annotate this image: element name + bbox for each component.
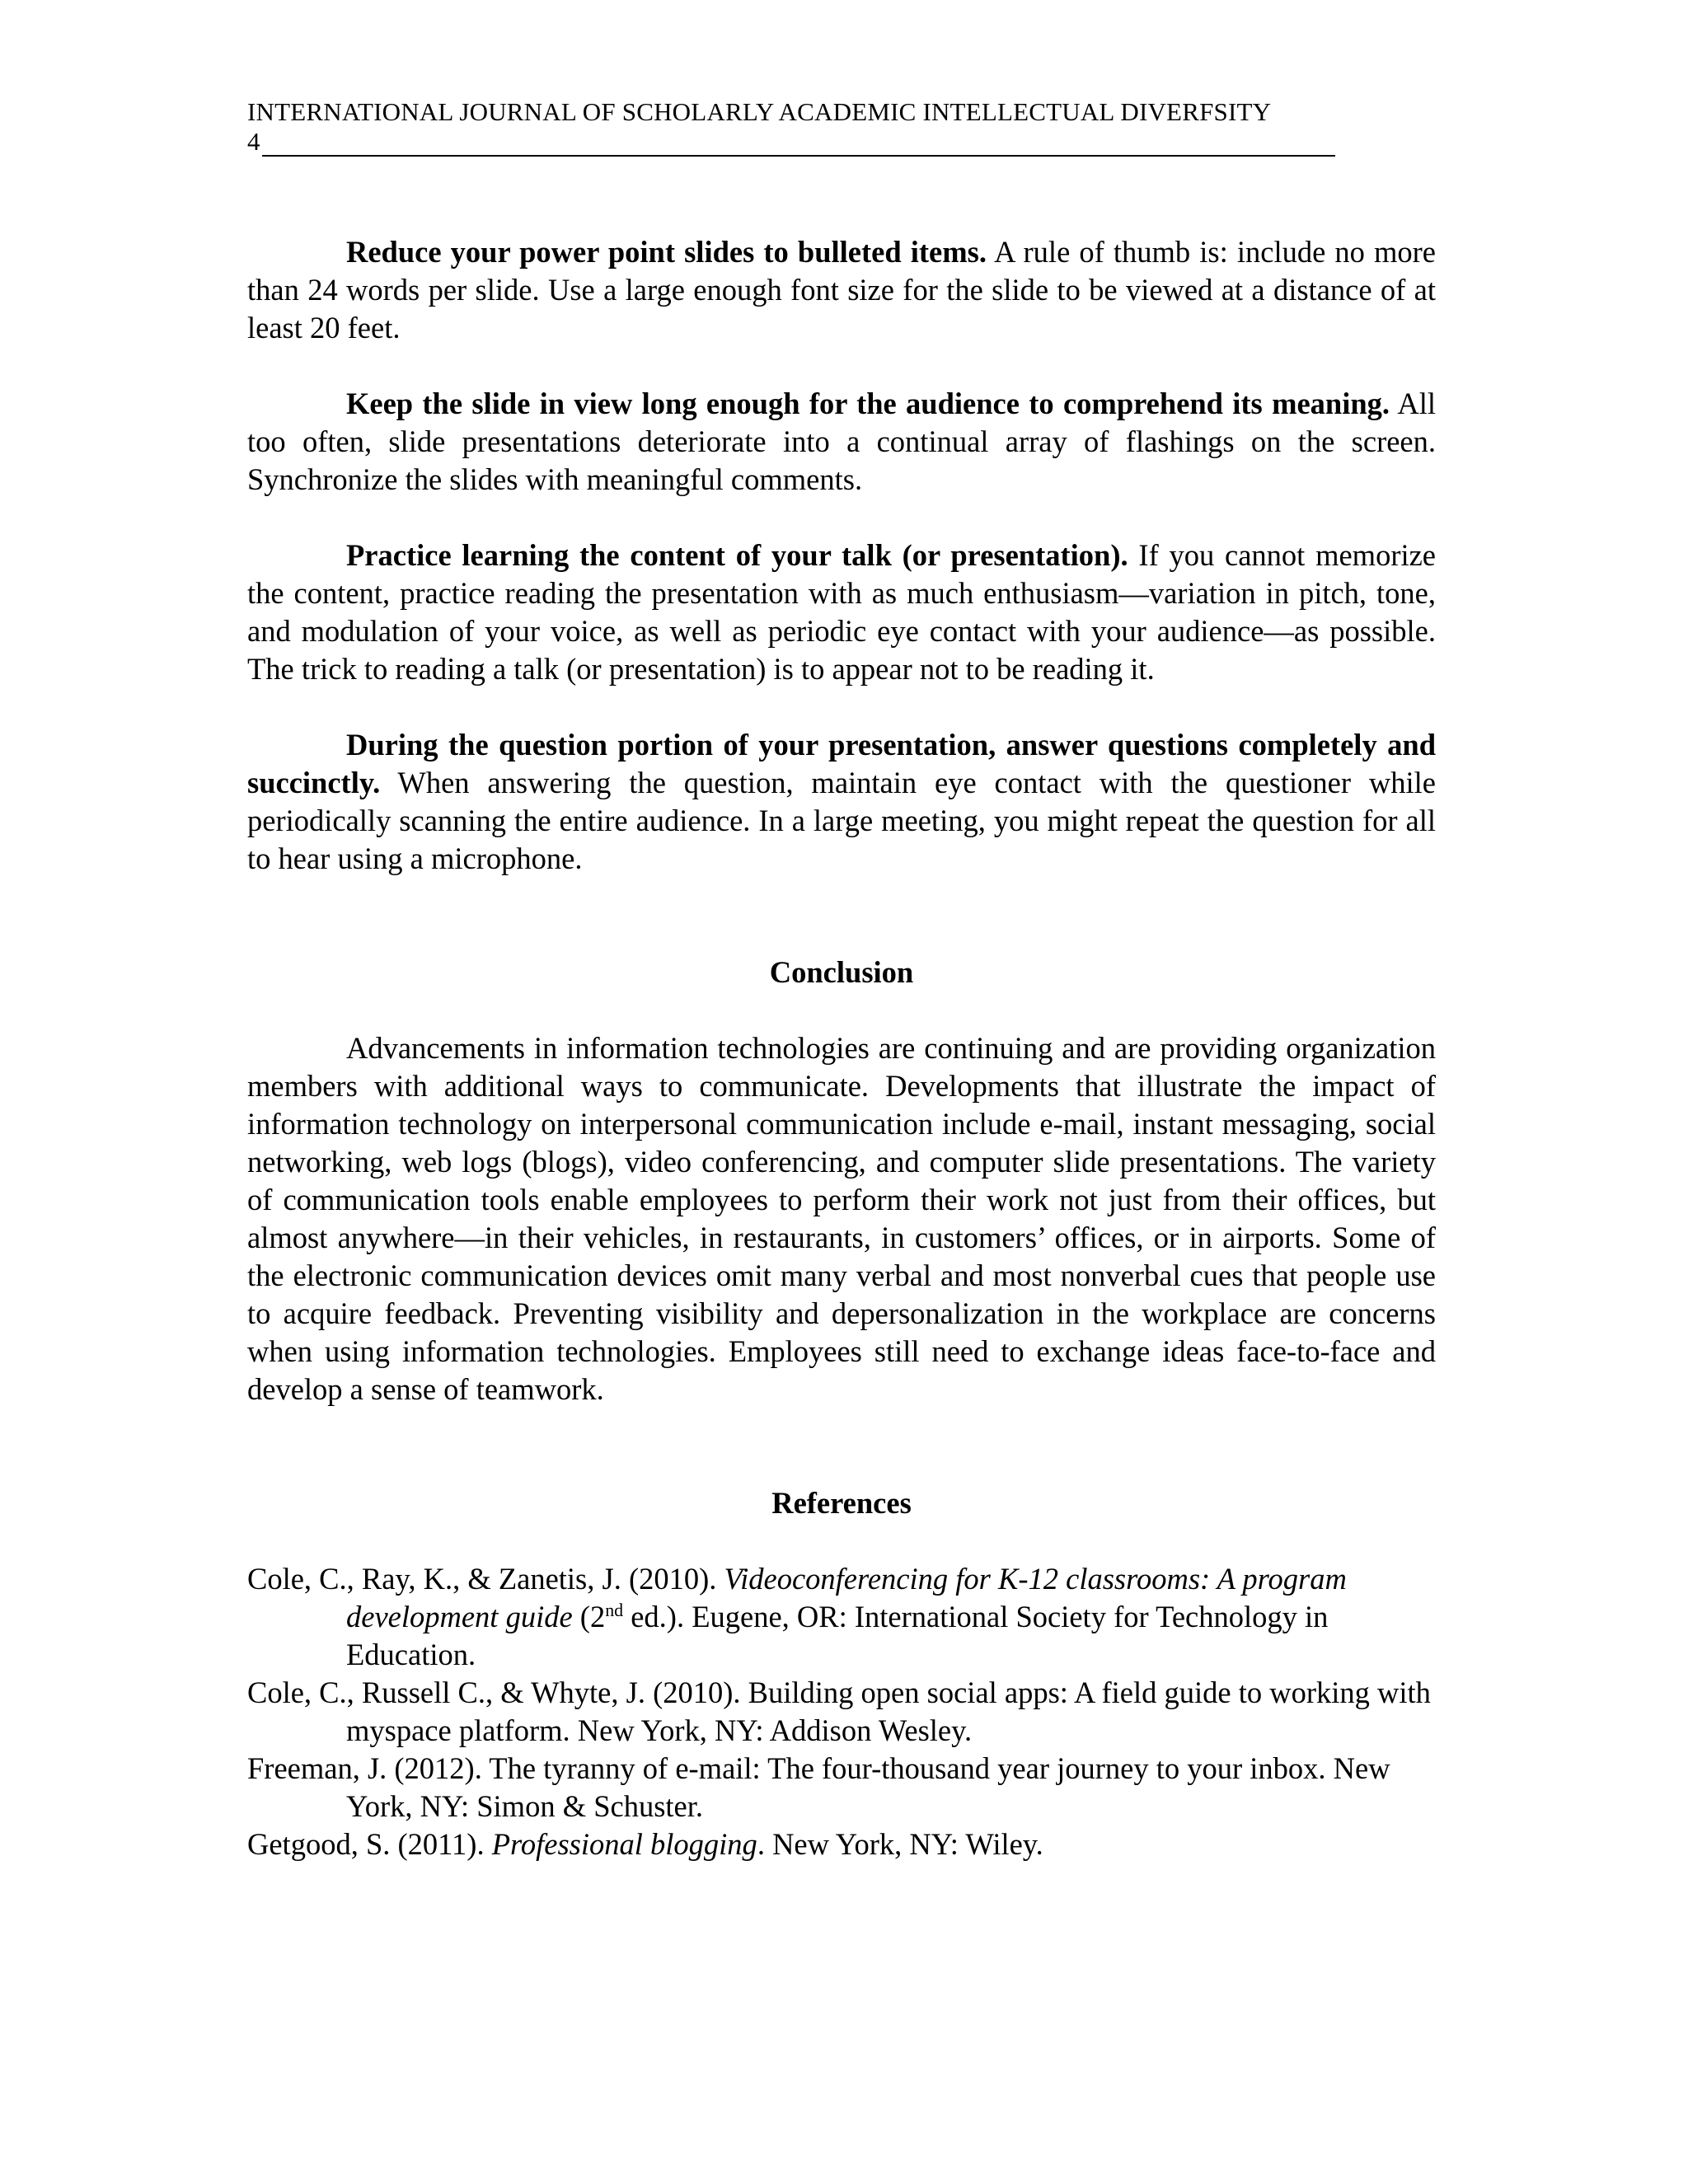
reference-item: Freeman, J. (2012). The tyranny of e-mail: The four-thousand year journey to your inbox. New York, NY: Simon & Schuster. xyxy=(247,1751,1390,1823)
running-header xyxy=(247,97,1484,157)
reference-item: Cole, C., Ray, K., & Zanetis, J. (2010). Videoconferencing for K-12 classrooms: A program development guide (2nd ed.). Eugene, OR: International Society for Technology in Education. xyxy=(247,1562,1347,1671)
body-text xyxy=(247,233,1436,1863)
paragraph-text: A rule of thumb is: include no more than 24 words per slide. Use a large enough font size for the slide to be viewed at a distance of at least 20 feet. xyxy=(247,235,1436,344)
paragraph-slide-view xyxy=(247,385,1436,499)
paragraph-lead: Keep the slide in view long enough for the audience to comprehend its meaning. xyxy=(346,387,1390,420)
paragraph-lead: Reduce your power point slides to bulleted items. xyxy=(346,235,987,269)
paragraph-text: All too often, slide presentations deteriorate into a continual array of flashings on the screen. Synchronize the slides with meaningful comments. xyxy=(247,387,1436,496)
reference-title: Professional blogging xyxy=(491,1827,757,1861)
reference-item: Getgood, S. (2011). Professional blogging. New York, NY: Wiley. xyxy=(247,1827,1043,1861)
header-rule xyxy=(262,130,1335,157)
page-number-line xyxy=(247,127,1484,157)
reference-title: Videoconferencing for K-12 classrooms: A program development guide xyxy=(346,1562,1347,1633)
conclusion-paragraph: Advancements in information technologies are continuing and are providing organization members with additional ways to communicate. Developments that illustrate the impact of information technology on interpersonal communication include e-mail, instant messaging, social networking, web logs (blogs), video conferencing, and computer slide presentations. The variety of communication tools enable employees to perform their work not just from their offices, but almost anywhere—in their vehicles, in restaurants, in customers’ offices, or in airports. Some of the electronic communication devices omit many verbal and most nonverbal cues that people use to acquire feedback. Preventing visibility and depersonalization in the workplace are concerns when using information technologies. Employees still need to exchange ideas face-to-face and develop a sense of teamwork. xyxy=(247,1031,1436,1406)
reference-item: Cole, C., Russell C., & Whyte, J. (2010). Building open social apps: A field guide to working with myspace platform. New York, NY: Addison Wesley. xyxy=(247,1675,1431,1747)
references-heading: References xyxy=(771,1486,912,1520)
paragraph-questions xyxy=(247,726,1436,878)
paragraph-slides xyxy=(247,233,1436,347)
journal-title: INTERNATIONAL JOURNAL OF SCHOLARLY ACADEMIC INTELLECTUAL DIVERFSITY xyxy=(247,97,1272,126)
paragraph-text: When answering the question, maintain eye contact with the questioner while periodically scanning the entire audience. In a large meeting, you might repeat the question for all to hear using a microphone. xyxy=(247,766,1436,875)
paragraph-text: If you cannot memorize the content, practice reading the presentation with as much enthusiasm—variation in pitch, tone, and modulation of your voice, as well as periodic eye contact with your audience—as possible. The trick to reading a talk (or presentation) is to appear not to be reading it. xyxy=(247,538,1437,686)
conclusion-heading: Conclusion xyxy=(769,955,914,989)
paragraph-lead: During the question portion of your presentation, answer questions completely and succinctly. xyxy=(247,728,1436,799)
paragraph-practice xyxy=(247,537,1436,688)
paragraph-lead: Practice learning the content of your talk (or presentation). xyxy=(346,538,1128,572)
reference-list xyxy=(247,1560,1436,1863)
page-number: 4 xyxy=(247,127,260,156)
